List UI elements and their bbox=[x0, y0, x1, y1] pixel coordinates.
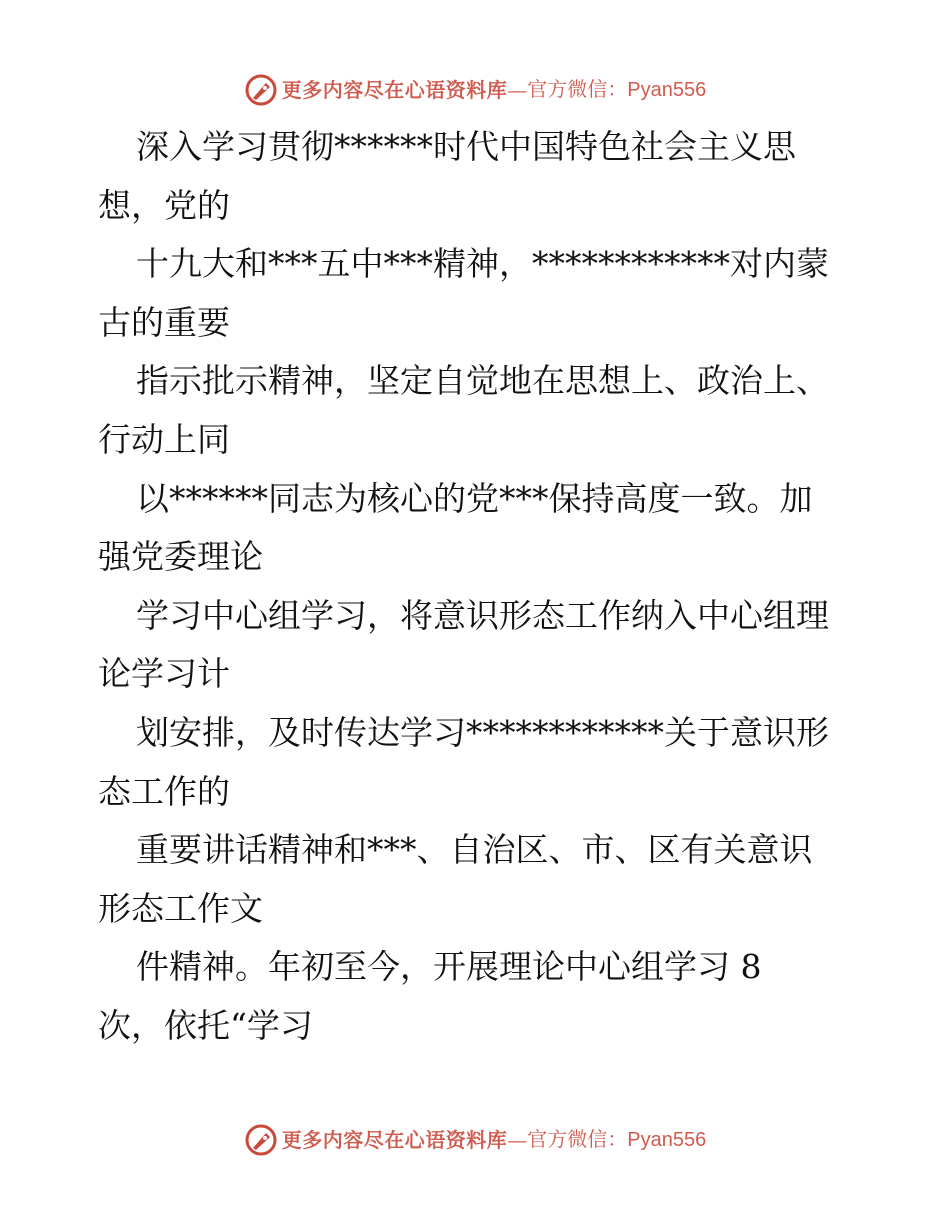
body-line: 形态工作文 bbox=[98, 888, 263, 928]
body-line: 件精神。年初至今，开展理论中心组学习 8 bbox=[136, 947, 762, 987]
body-line: 论学习计 bbox=[98, 654, 230, 694]
body-line: 以******同志为核心的党***保持高度一致。加 bbox=[136, 478, 813, 518]
body-line: 态工作的 bbox=[98, 771, 230, 811]
body-line: 强党委理论 bbox=[98, 537, 263, 577]
banner-site-text: 更多内容尽在心语资料库 bbox=[281, 78, 508, 102]
body-line: 重要讲话精神和***、自治区、市、区有关意识 bbox=[136, 830, 813, 870]
pen-nib-logo-icon bbox=[244, 73, 278, 107]
body-line: 次，依托“学习 bbox=[98, 1005, 313, 1045]
body-line: 指示批示精神，坚定自觉地在思想上、政治上、 bbox=[136, 361, 829, 401]
banner-wechat-text: 官方微信：Pyan556 bbox=[527, 79, 707, 101]
banner-dash: — bbox=[507, 1128, 528, 1152]
body-line: 十九大和***五中***精神，************对内蒙 bbox=[136, 244, 829, 284]
banner-site-text: 更多内容尽在心语资料库 bbox=[281, 1128, 508, 1152]
body-line: 行动上同 bbox=[98, 419, 230, 459]
body-line: 学习中心组学习，将意识形态工作纳入中心组理 bbox=[136, 595, 829, 635]
footer-banner bbox=[0, 1120, 950, 1160]
header-banner bbox=[0, 70, 950, 110]
body-line: 深入学习贯彻******时代中国特色社会主义思 bbox=[136, 127, 796, 166]
pen-nib-logo-icon bbox=[244, 1123, 278, 1157]
body-line: 想，党的 bbox=[98, 185, 230, 225]
body-line: 划安排，及时传达学习************关于意识形 bbox=[136, 712, 829, 752]
body-text bbox=[98, 118, 878, 1056]
body-line: 古的重要 bbox=[98, 302, 230, 342]
banner-dash: — bbox=[507, 78, 528, 102]
banner-wechat-text: 官方微信：Pyan556 bbox=[527, 1129, 707, 1151]
